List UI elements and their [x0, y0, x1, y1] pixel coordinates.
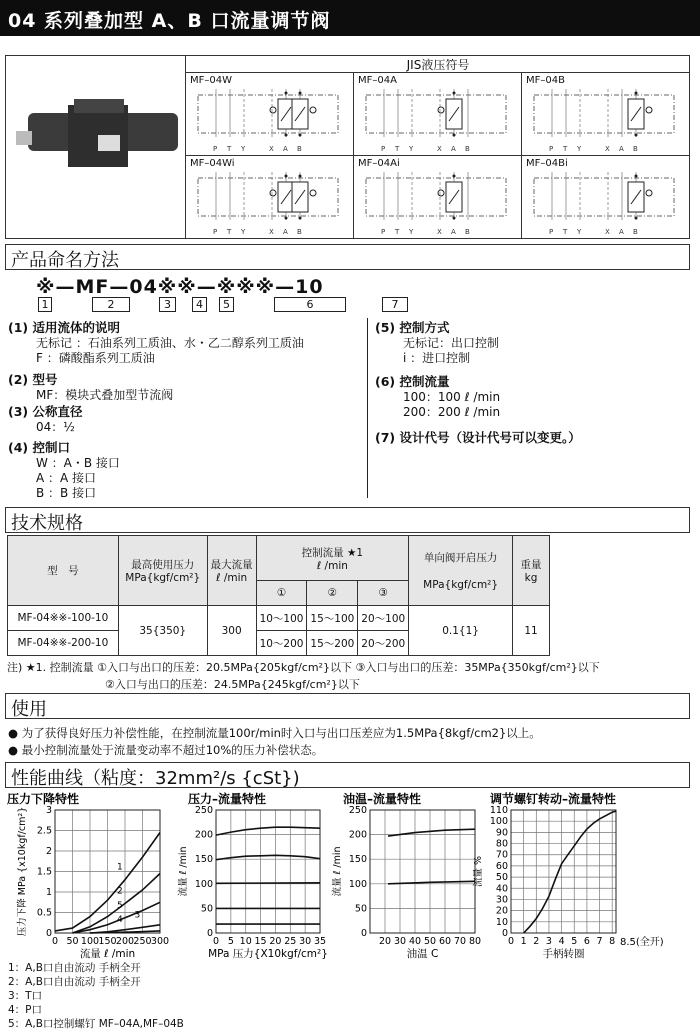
port-label: B — [297, 145, 302, 153]
symbol-label: MF–04W — [190, 75, 232, 86]
cell-model: MF-04※※-200-10 — [8, 631, 119, 656]
port-label: P — [213, 228, 218, 236]
legend-item: 4：P口 — [8, 1004, 43, 1016]
y-tick-label: 2.5 — [36, 825, 52, 837]
x-tick-label: 3 — [545, 936, 552, 947]
hydraulic-symbol — [354, 168, 520, 238]
port-label: T — [227, 145, 232, 153]
x-tick-label: 70 — [453, 936, 467, 947]
y-tick-label: 0 — [501, 928, 508, 939]
cell-c1: 10～100 — [256, 606, 307, 631]
y-axis-label: 流量 ℓ /min — [332, 846, 343, 897]
x-tick-label: 50 — [423, 936, 437, 947]
x-tick-label: 10 — [239, 936, 252, 947]
y-tick-label: 250 — [348, 805, 367, 816]
code-box-3: 3 — [159, 297, 176, 312]
port-label: T — [227, 228, 232, 236]
x-tick-label: 150 — [98, 936, 117, 947]
x-tick-label: 20 — [269, 936, 282, 947]
port-label: A — [283, 228, 288, 236]
col-model: 型 号 — [8, 536, 119, 606]
spec-table — [7, 535, 550, 656]
usage-bullet: ● 最小控制流量处于流量变动率不超过10%的压力补偿状态。 — [8, 743, 324, 757]
series-label: 3 — [134, 910, 141, 921]
legend-item: 5：A,B口控制螺钉 MF–04A,MF–04B — [8, 1018, 184, 1030]
y-tick-label: 110 — [489, 805, 508, 816]
col-maxflow: 最大流量 ℓ /min — [207, 536, 256, 606]
code-box-5: 5 — [219, 297, 234, 312]
chart-title: 压力–流量特性 — [188, 792, 267, 806]
port-label: X — [605, 145, 610, 153]
naming-item-3 — [8, 402, 82, 435]
x-tick-label: 80 — [468, 936, 482, 947]
jis-symbol-mf-04a — [353, 73, 521, 156]
naming-item-title: (5) 控制方式 — [375, 320, 450, 335]
y-tick-label: 150 — [348, 854, 367, 866]
y-tick-label: 200 — [348, 829, 367, 841]
y-axis-label: 流量 ℓ /min — [178, 846, 189, 897]
col-weight: 重量 kg — [513, 536, 550, 606]
legend-item: 1：A,B口自由流动 手柄全开 — [8, 962, 141, 974]
x-tick-label: 30 — [393, 936, 407, 947]
naming-item-5 — [375, 318, 499, 366]
y-tick-label: 50 — [354, 903, 367, 915]
y-tick-label: 100 — [489, 816, 508, 828]
series-label: 1 — [117, 862, 123, 873]
series-label: 5 — [117, 900, 123, 911]
port-label: P — [549, 145, 554, 153]
plot-frame — [370, 810, 475, 933]
y-tick-label: 1.5 — [36, 866, 52, 878]
port-label: B — [633, 228, 638, 236]
x-tick-label: 20 — [378, 936, 392, 947]
port-label: A — [283, 145, 288, 153]
col-pressure: 最高使用压力 MPa{kgf/cm²} — [118, 536, 207, 606]
y-tick-label: 200 — [194, 829, 213, 841]
y-tick-label: 40 — [495, 883, 508, 895]
y-tick-label: 0 — [206, 928, 213, 939]
x-tick-label: 30 — [299, 936, 312, 947]
naming-item-title: (1) 适用流体的说明 — [8, 320, 120, 335]
legend-item: 2：A,B口自由流动 手柄全开 — [8, 976, 141, 988]
usage-header: 使用 — [5, 693, 690, 719]
y-tick-label: 250 — [194, 805, 213, 816]
col-c2: ② — [307, 581, 358, 606]
port-label: T — [395, 228, 400, 236]
jis-symbol-mf-04w — [185, 73, 353, 156]
cell-c3: 20～200 — [358, 631, 409, 656]
y-tick-label: 50 — [495, 872, 508, 884]
jis-symbol-mf-04wi — [185, 156, 353, 239]
col-check: 单向阀开启压力 MPa{kgf/cm²} — [409, 536, 513, 606]
port-label: Y — [577, 145, 582, 153]
cell-maxflow: 300 — [207, 606, 256, 656]
y-tick-label: 0 — [45, 928, 52, 939]
port-label: Y — [409, 228, 414, 236]
code-box-7: 7 — [382, 297, 408, 312]
x-axis-label: MPa 压力{X10kgf/cm²} — [208, 948, 328, 960]
code-box-6: 6 — [274, 297, 346, 312]
symbol-label: MF–04Ai — [358, 158, 400, 169]
spec-header: 技术规格 — [5, 507, 690, 533]
symbol-label: MF–04Wi — [190, 158, 235, 169]
port-label: P — [381, 145, 386, 153]
series-line-1 — [388, 829, 475, 836]
x-tick-label: 6 — [583, 936, 590, 947]
spec-note-1: 注) ★1. 控制流量 ①入口与出口的压差：20.5MPa{205kgf/cm²}以下 ③入口与出口的压差：35MPa{350kgf/cm²}以下 — [7, 661, 600, 674]
hydraulic-symbol — [522, 168, 688, 238]
port-label: X — [437, 228, 442, 236]
port-label: X — [605, 228, 610, 236]
naming-item-line: W ：A・B 接口 — [36, 456, 120, 470]
y-tick-label: 1 — [45, 887, 52, 898]
cell-c2: 15～200 — [307, 631, 358, 656]
port-label: A — [619, 145, 624, 153]
performance-header: 性能曲线（粘度：32mm²/s {cSt}) — [5, 762, 690, 788]
naming-item-title: (7) 设计代号（设计代号可以变更。） — [375, 430, 581, 445]
table-row — [8, 606, 550, 631]
x-tick-label: 200 — [115, 936, 135, 947]
cell-c2: 15～100 — [307, 606, 358, 631]
y-tick-label: 20 — [495, 905, 508, 917]
x-tick-label: 4 — [558, 936, 565, 947]
y-tick-label: 2 — [45, 846, 52, 857]
product-photo — [8, 95, 180, 175]
x-tick-label: 300 — [150, 936, 170, 947]
jis-symbol-mf-04b — [521, 73, 689, 156]
port-label: A — [451, 228, 456, 236]
naming-item-4 — [8, 438, 120, 501]
port-label: P — [213, 145, 218, 153]
x-tick-label: 35 — [313, 936, 327, 947]
port-label: P — [549, 228, 554, 236]
x-tick-label: 0 — [212, 936, 220, 947]
x-tick-label: 50 — [66, 936, 79, 947]
series-label: 4 — [117, 915, 123, 926]
x-tick-label: 25 — [284, 936, 297, 947]
x-tick-label: 2 — [533, 936, 540, 947]
code-box-1: 1 — [38, 297, 52, 312]
port-label: X — [437, 145, 442, 153]
y-tick-label: 90 — [495, 827, 508, 839]
port-label: T — [395, 145, 400, 153]
page-title: 04 系列叠加型 A、B 口流量调节阀 — [0, 0, 700, 36]
chart-title: 调节螺钉转动–流量特性 — [490, 792, 617, 806]
series-line-2 — [388, 881, 475, 884]
y-tick-label: 100 — [348, 878, 367, 890]
cell-c3: 20～100 — [358, 606, 409, 631]
naming-item-7 — [375, 428, 581, 446]
naming-header: 产品命名方法 — [5, 244, 690, 270]
port-label: B — [465, 145, 470, 153]
port-label: P — [381, 228, 386, 236]
y-tick-label: 150 — [194, 854, 213, 866]
column-divider — [367, 318, 368, 498]
x-tick-label: 5 — [571, 936, 578, 947]
y-tick-label: 100 — [194, 878, 213, 890]
naming-item-line: 200：200 ℓ /min — [403, 405, 501, 419]
port-label: B — [297, 228, 302, 236]
code-box-4: 4 — [192, 297, 207, 312]
y-tick-label: 10 — [495, 916, 508, 928]
y-axis-label: 压力下降 MPa {x10kgf/cm²} — [17, 806, 28, 937]
x-tick-label: 40 — [408, 936, 422, 947]
naming-item-line: 无标记 ：石油系列工质油、水・乙二醇系列工质油 — [36, 336, 304, 350]
hydraulic-symbol — [522, 85, 688, 155]
x-tick-label: 250 — [133, 936, 152, 947]
x-tick-label: 0 — [51, 936, 59, 947]
jis-header: JIS液压符号 — [185, 55, 690, 73]
x-axis-label: 手柄转圈 — [542, 948, 585, 960]
chart-annotation: 8.5(全开) — [620, 937, 664, 948]
chart-2 — [177, 791, 328, 960]
x-tick-label: 60 — [438, 936, 452, 947]
code-box-2: 2 — [92, 297, 130, 312]
naming-item-line: MF：模块式叠加型节流阀 — [36, 388, 174, 402]
port-label: Y — [577, 228, 582, 236]
y-tick-label: 0.5 — [36, 907, 52, 919]
y-tick-label: 0 — [360, 928, 367, 939]
naming-item-line: 无标记：出口控制 — [403, 336, 500, 350]
x-tick-label: 7 — [596, 936, 603, 947]
y-tick-label: 60 — [495, 860, 508, 872]
hydraulic-symbol — [354, 85, 520, 155]
port-label: T — [563, 228, 568, 236]
port-label: Y — [241, 228, 246, 236]
naming-item-line: A ：A 接口 — [36, 471, 97, 485]
y-tick-label: 50 — [200, 903, 213, 915]
cell-check: 0.1{1} — [409, 606, 513, 656]
series-label: 2 — [117, 886, 123, 897]
chart-1 — [7, 791, 169, 960]
x-tick-label: 100 — [80, 936, 100, 947]
cell-model: MF-04※※-100-10 — [8, 606, 119, 631]
port-label: A — [619, 228, 624, 236]
col-c3: ③ — [358, 581, 409, 606]
hydraulic-symbol — [186, 168, 352, 238]
chart-title: 压力下降特性 — [7, 792, 80, 806]
y-tick-label: 3 — [45, 805, 52, 816]
chart-3 — [331, 791, 481, 960]
series-line-1 — [524, 811, 616, 933]
x-tick-label: 0 — [507, 936, 515, 947]
legend-item: 3：T口 — [8, 990, 43, 1002]
y-tick-label: 80 — [495, 838, 508, 850]
naming-item-title: (6) 控制流量 — [375, 374, 450, 389]
series-line-3 — [216, 883, 320, 884]
naming-item-line: i ：进口控制 — [403, 351, 471, 365]
cell-weight: 11 — [513, 606, 550, 656]
naming-item-title: (4) 控制口 — [8, 440, 70, 455]
jis-symbol-mf-04bi — [521, 156, 689, 239]
naming-item-1 — [8, 318, 304, 366]
x-tick-label: 8 — [609, 936, 616, 947]
col-c1: ① — [256, 581, 307, 606]
naming-item-line: 04：½ — [36, 420, 75, 434]
x-axis-label: 流量 ℓ /min — [79, 948, 136, 960]
symbol-label: MF–04B — [526, 75, 565, 86]
port-label: B — [633, 145, 638, 153]
port-label: A — [451, 145, 456, 153]
model-code: ※—MF—04※※—※※※—10 — [36, 276, 324, 298]
series-line-1 — [216, 827, 320, 835]
port-label: Y — [241, 145, 246, 153]
hydraulic-symbol — [186, 85, 352, 155]
y-tick-label: 30 — [495, 894, 508, 906]
port-label: B — [465, 228, 470, 236]
naming-item-title: (3) 公称直径 — [8, 404, 83, 419]
naming-item-6 — [375, 372, 500, 420]
cell-pressure: 35{350} — [118, 606, 207, 656]
x-tick-label: 15 — [254, 936, 267, 947]
plot-frame — [511, 810, 616, 933]
usage-bullet: ● 为了获得良好压力补偿性能，在控制流量100r/min时入口与出口压差应为1.5MPa{8kgf/cm2}以上。 — [8, 726, 541, 740]
naming-item-line: 100：100 ℓ /min — [403, 390, 501, 404]
x-tick-label: 5 — [227, 936, 234, 947]
x-tick-label: 1 — [520, 936, 527, 947]
port-label: X — [269, 228, 274, 236]
port-label: X — [269, 145, 274, 153]
col-ctrl-flow: 控制流量 ★1 ℓ /min — [256, 536, 409, 581]
naming-item-line: B ：B 接口 — [36, 486, 97, 500]
port-label: Y — [409, 145, 414, 153]
spec-note-2: ②入口与出口的压差：24.5MPa{245kgf/cm²}以下 — [105, 678, 360, 691]
symbol-label: MF–04Bi — [526, 158, 568, 169]
jis-symbol-mf-04ai — [353, 156, 521, 239]
naming-item-line: F ：磷酸酯系列工质油 — [36, 351, 155, 365]
naming-item-title: (2) 型号 — [8, 372, 58, 387]
naming-item-2 — [8, 370, 173, 403]
y-axis-label: 流量 % — [473, 855, 484, 888]
y-tick-label: 70 — [495, 849, 508, 861]
chart-4 — [472, 791, 664, 960]
performance-charts — [0, 788, 700, 968]
port-label: T — [563, 145, 568, 153]
symbol-label: MF–04A — [358, 75, 397, 86]
cell-c1: 10～200 — [256, 631, 307, 656]
x-axis-label: 油温 C — [406, 948, 439, 960]
chart-title: 油温–流量特性 — [343, 792, 422, 806]
